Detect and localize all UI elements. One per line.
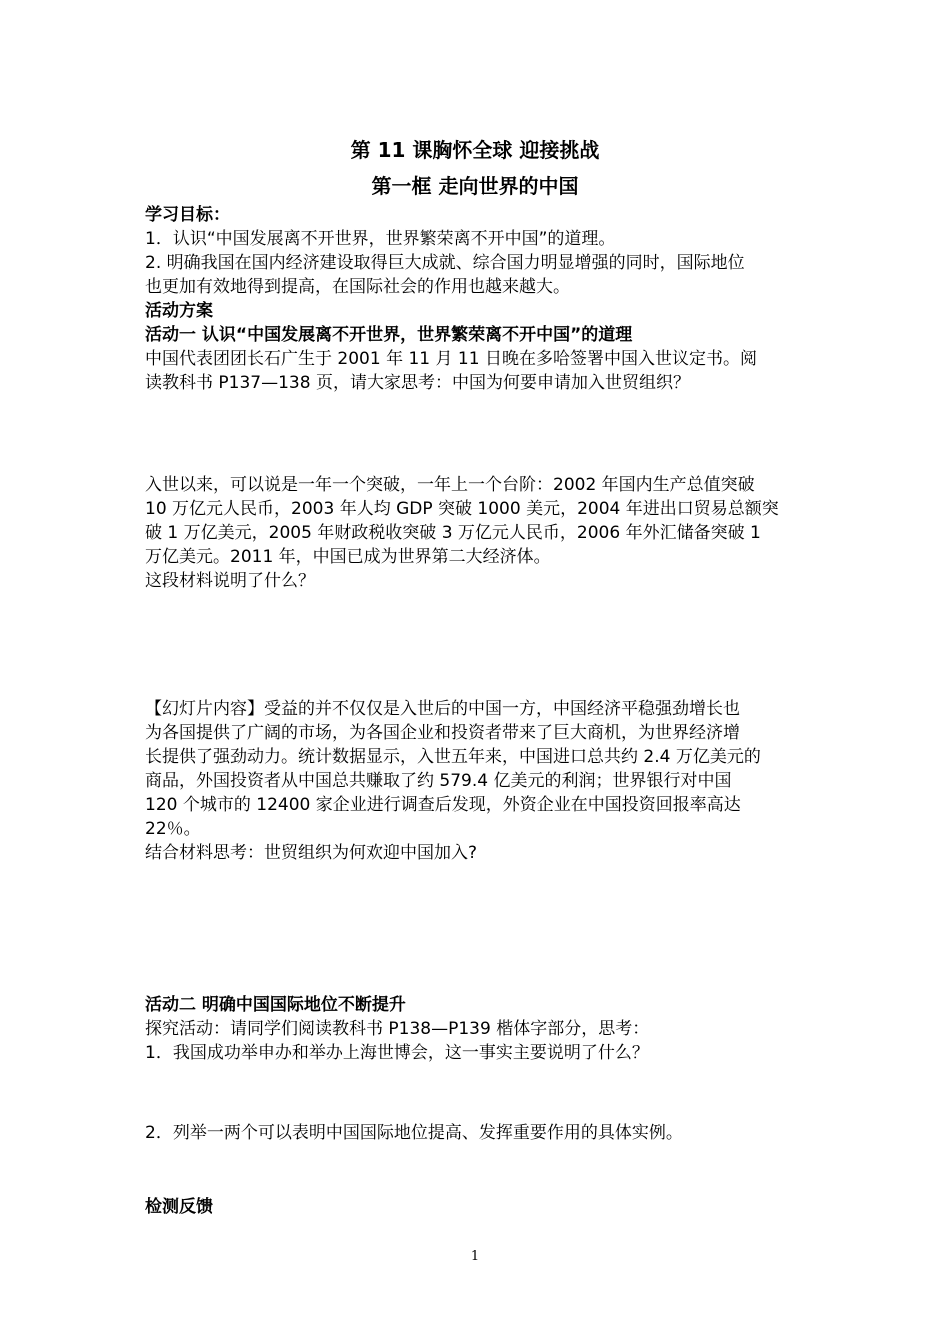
objective-item-2-line-1: 2. 明确我国在国内经济建设取得巨大成就、综合国力明显增强的同时，国际地位	[145, 253, 745, 273]
objective-item-1: 1．认识“中国发展离不开世界，世界繁荣离不开中国”的道理。	[145, 229, 616, 249]
feedback-heading: 检测反馈	[145, 1197, 213, 1217]
activity2-question-1: 1．我国成功举申办和举办上海世博会，这一事实主要说明了什么？	[145, 1043, 649, 1063]
plan-heading: 活动方案	[145, 301, 213, 321]
material2-line-3: 长提供了强劲动力。统计数据显示，入世五年来，中国进口总共约 2.4 万亿美元的	[145, 747, 761, 767]
question-2: 结合材料思考：世贸组织为何欢迎中国加入?	[145, 843, 478, 863]
material1-line-2: 10 万亿元人民币，2003 年人均 GDP 突破 1000 美元，2004 年进出口贸易总额突	[145, 499, 779, 519]
activity2-intro: 探究活动：请同学们阅读教科书 P138—P139 楷体字部分，思考：	[145, 1019, 650, 1039]
activity2-question-2: 2．列举一两个可以表明中国国际地位提高、发挥重要作用的具体实例。	[145, 1123, 683, 1143]
objectives-heading: 学习目标：	[145, 205, 230, 225]
material2-line-6: 22％。	[145, 819, 201, 839]
material1-line-3: 破 1 万亿美元，2005 年财政税收突破 3 万亿元人民币，2006 年外汇储备突破 1	[145, 523, 761, 543]
activity1-intro-line-1: 中国代表团团长石广生于 2001 年 11 月 11 日晚在多哈签署中国入世议定书。阅	[145, 349, 757, 369]
material1-line-4: 万亿美元。2011 年，中国已成为世界第二大经济体。	[145, 547, 551, 567]
activity1-heading: 活动一 认识“中国发展离不开世界，世界繁荣离不开中国”的道理	[145, 325, 633, 345]
question-1: 这段材料说明了什么？	[145, 571, 315, 591]
material2-line-2: 为各国提供了广阔的市场，为各国企业和投资者带来了巨大商机，为世界经济增	[145, 723, 740, 743]
material2-line-4: 商品，外国投资者从中国总共赚取了约 579.4 亿美元的利润；世界银行对中国	[145, 771, 732, 791]
objective-item-2-line-2: 也更加有效地得到提高，在国际社会的作用也越来越大。	[145, 277, 570, 297]
page-number: 1	[470, 1249, 480, 1264]
activity2-heading: 活动二 明确中国国际地位不断提升	[145, 995, 406, 1015]
page-subtitle: 第一框 走向世界的中国	[371, 174, 579, 198]
page-title: 第 11 课胸怀全球 迎接挑战	[350, 138, 600, 162]
activity1-intro-line-2: 读教科书 P137—138 页，请大家思考：中国为何要申请加入世贸组织？	[145, 373, 690, 393]
material2-line-1: 【幻灯片内容】受益的并不仅仅是入世后的中国一方，中国经济平稳强劲增长也	[145, 699, 740, 719]
material1-line-1: 入世以来，可以说是一年一个突破，一年上一个台阶：2002 年国内生产总值突破	[145, 475, 755, 495]
material2-line-5: 120 个城市的 12400 家企业进行调查后发现，外资企业在中国投资回报率高达	[145, 795, 741, 815]
